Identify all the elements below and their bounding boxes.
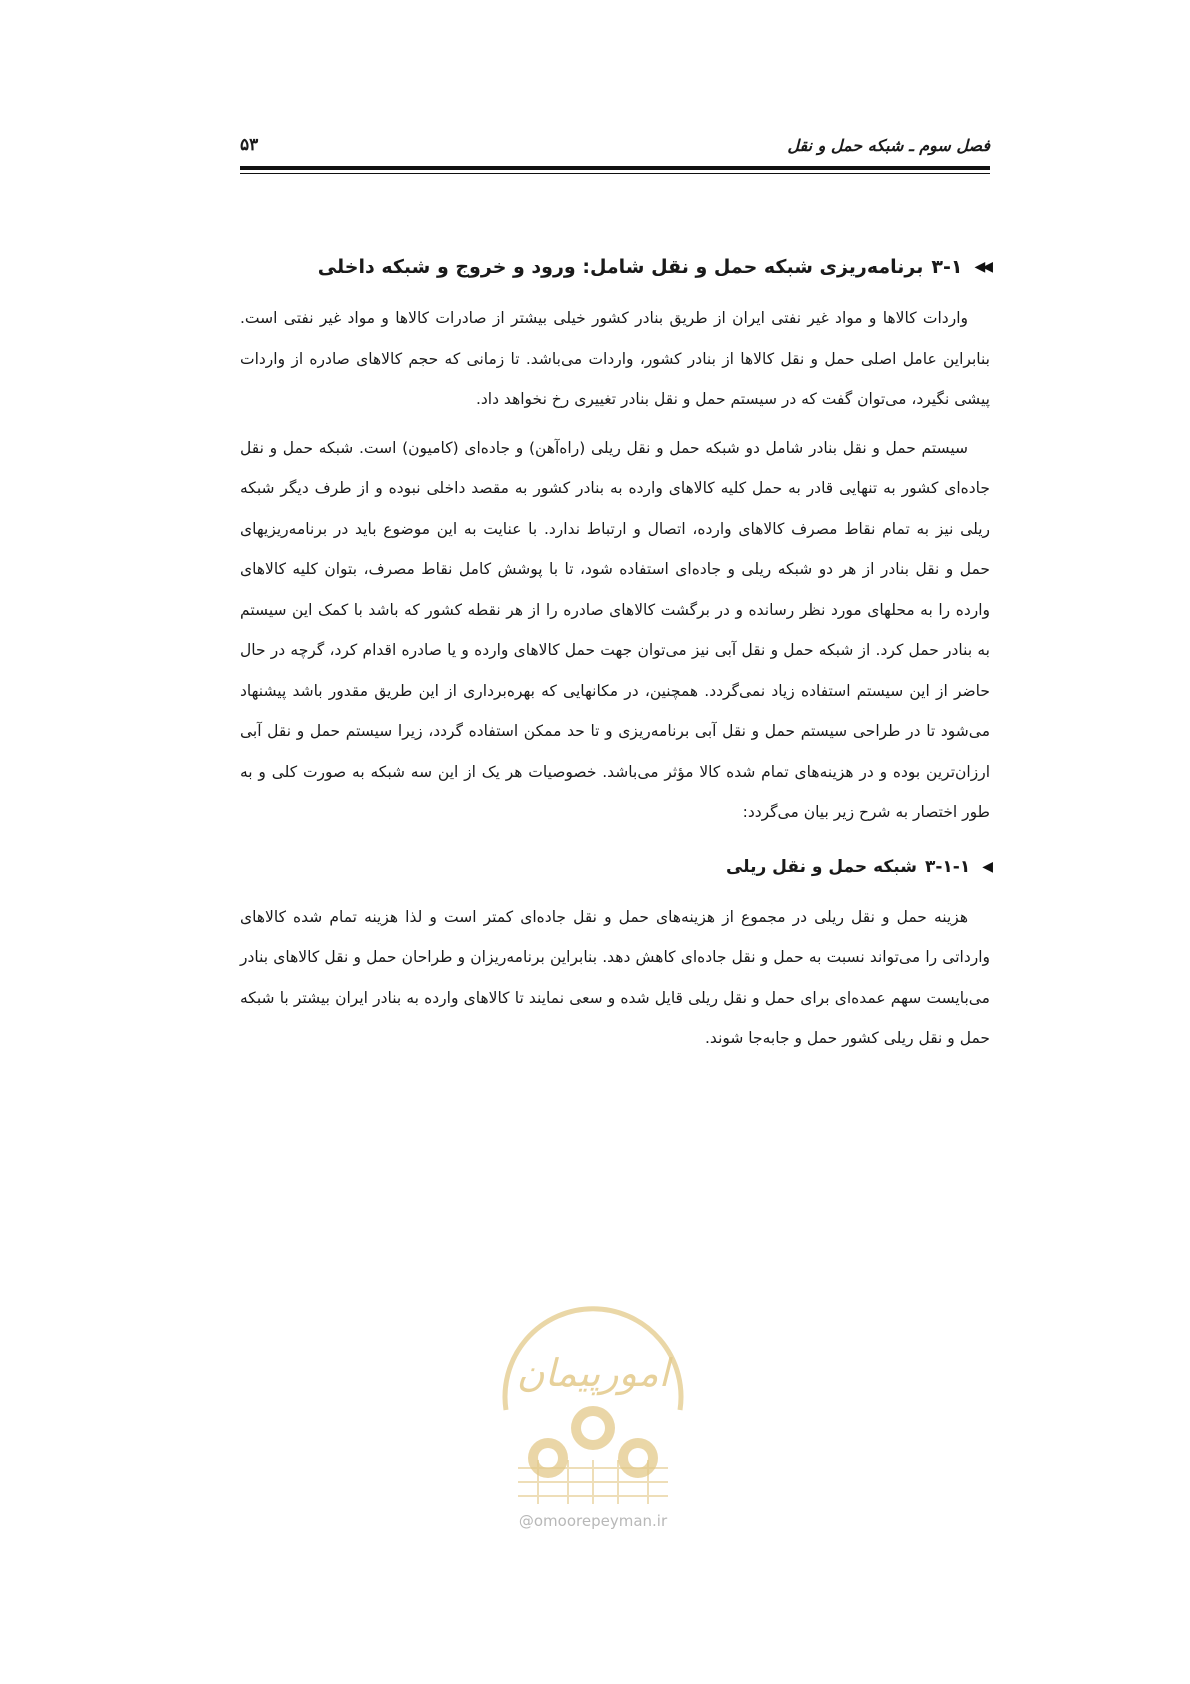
publisher-logo-watermark [488, 1290, 698, 1510]
page-body [240, 250, 990, 1067]
chapter-title: فصل سوم ـ شبکه حمل و نقل [787, 135, 990, 155]
running-header [240, 128, 990, 162]
subsection-heading [240, 851, 990, 883]
paragraph: هزینه حمل و نقل ریلی در مجموع از هزینه‌های حمل و نقل جاده‌ای کمتر است و لذا هزینه تمام شده کالاهای وارداتی را می‌تواند نسبت به حمل و نقل جاده‌ای کاهش دهد. بنابراین برنامه‌ریزان و طراحان حمل و نقل کالاهای بنادر می‌بایست سهم عمده‌ای برای حمل و نقل ریلی قایل شده و سعی نمایند تا کالاهای وارده به بنادر ایران بیشتر با شبکه حمل و نقل ریلی کشور حمل و جابه‌جا شوند. [240, 907, 990, 1047]
header-rule-thick [240, 166, 990, 170]
arrow-bullet-icon: ◀ [982, 858, 990, 875]
subsection-title: شبکه حمل و نقل ریلی [725, 856, 917, 877]
paragraph: واردات کالاها و مواد غیر نفتی ایران از طریق بنادر کشور خیلی بیشتر از صادرات کالاها و مواد غیر نفتی است. بنابراین عامل اصلی حمل و نقل کالاها از بنادر کشور، واردات می‌باشد. تا زمانی که حجم کالاهای صادره از واردات پیشی نگیرد، می‌توان گفت که در سیستم حمل و نقل بنادر تغییری رخ نخواهد داد. [240, 309, 990, 408]
double-arrow-bullet-icon: ◀◀ [974, 259, 990, 275]
section-heading [240, 250, 990, 284]
header-rule-thin [240, 173, 990, 174]
watermark-logo-text: امورپیمان [516, 1351, 670, 1395]
page-number: ۵۳ [240, 135, 259, 155]
section-title: برنامه‌ریزی شبکه حمل و نقل شامل: ورود و خروج و شبکه داخلی [317, 256, 924, 278]
paragraph: سیستم حمل و نقل بنادر شامل دو شبکه حمل و نقل ریلی (راه‌آهن) و جاده‌ای (کامیون) است. شبکه حمل و نقل جاده‌ای کشور به تنهایی قادر به حمل کلیه کالاهای وارده به بنادر کشور به مقصد داخلی نبوده و از طرف دیگر شبکه ریلی نیز به تمام نقاط مصرف کالاهای وارده، اتصال و ارتباط ندارد. با عنایت به این موضوع باید در برنامه‌ریزیهای حمل و نقل بنادر از هر دو شبکه ریلی و جاده‌ای استفاده شود، تا با پوشش کامل نقاط مصرف، بتوان کلیه کالاهای وارده را به محلهای مورد نظر رسانده و در برگشت کالاهای صادره را از هر نقطه کشور که باشد با کمک این سیستم به بنادر حمل کرد. از شبکه حمل و نقل آبی نیز می‌توان جهت حمل کالاهای وارده و یا صادره اقدام کرد، گرچه در حال حاضر از این سیستم استفاده زیاد نمی‌گردد. همچنین، در مکانهایی که بهره‌برداری از این طریق مقدور باشد پیشنهاد می‌شود تا در طراحی سیستم حمل و نقل آبی برنامه‌ریزی و تا حد ممکن استفاده گردد، زیرا سیستم حمل و نقل آبی ارزان‌ترین بوده و در هزینه‌های تمام شده کالا مؤثر می‌باشد. خصوصیات هر یک از این سه شبکه به صورت کلی و به طور اختصار به شرح زیر بیان می‌گردد: [240, 438, 990, 821]
subsection-number: ۳-۱-۱ [924, 856, 971, 877]
section-number: ۳-۱ [931, 256, 963, 278]
watermark-url: @omoorepeyman.ir [518, 1512, 668, 1530]
